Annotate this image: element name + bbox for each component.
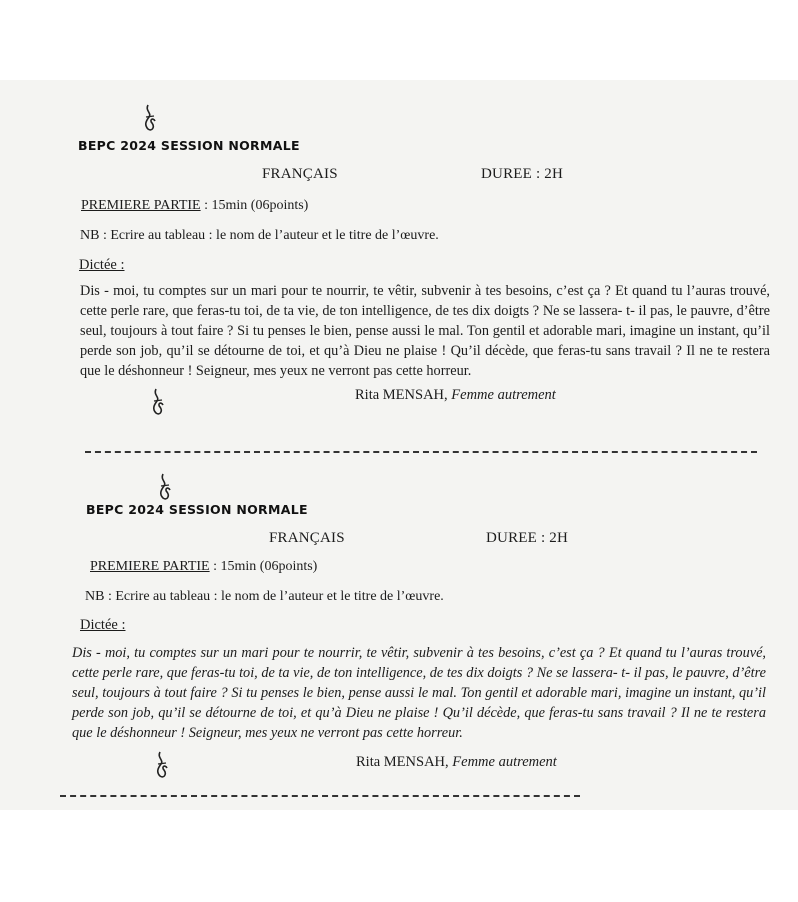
duration-label: DUREE : 2H xyxy=(481,166,563,182)
handwritten-logo-icon xyxy=(140,103,160,133)
author-name: Rita MENSAH, xyxy=(355,387,452,403)
handwritten-logo-icon xyxy=(148,387,168,417)
subject-label: FRANÇAIS xyxy=(269,530,345,546)
part-line xyxy=(90,559,317,575)
part-detail: : 15min (06points) xyxy=(200,198,309,213)
cut-line-1 xyxy=(85,451,757,453)
author-line xyxy=(356,754,557,771)
subject-label: FRANÇAIS xyxy=(262,166,338,182)
part-label: PREMIERE PARTIE xyxy=(81,198,201,213)
exam-copy-1 xyxy=(0,95,798,455)
part-line xyxy=(81,198,308,214)
exam-header-title: BEPC 2024 SESSION NORMALE xyxy=(86,502,308,517)
exam-copy-2 xyxy=(0,460,798,820)
part-detail: : 15min (06points) xyxy=(209,559,318,574)
cut-line-2 xyxy=(60,795,580,797)
work-title: Femme autrement xyxy=(452,754,557,770)
handwritten-logo-icon xyxy=(152,750,172,780)
dictee-text: Dis - moi, tu comptes sur un mari pour te nourrir, te vêtir, subvenir à tes besoins, c’est ça ? Et quand tu l’auras trouvé, cette perle rare, que feras-tu toi, de ta vie, de ton intelligence, de tes dix doigts ? Ne se lassera- t- il pas, le pauvre, d’être seul, toujours à tout faire ? Si tu penses le bien, pense aussi le mal. Ton gentil et adorable mari, imagine un instant, qu’il perde son job, qu’il se détourne de toi, et qu’à Dieu ne plaise ! Qu’il décède, que feras-tu sans travail ? Il ne te restera que le déshonneur ! Seigneur, mes yeux ne verront pas cette horreur. xyxy=(80,283,770,379)
exam-header-title: BEPC 2024 SESSION NORMALE xyxy=(78,138,300,153)
nb-instruction: NB : Ecrire au tableau : le nom de l’auteur et le titre de l’œuvre. xyxy=(80,228,439,243)
author-line xyxy=(355,387,556,404)
dictee-label: Dictée : xyxy=(80,617,126,633)
dictee-label: Dictée : xyxy=(79,257,125,273)
part-label: PREMIERE PARTIE xyxy=(90,559,210,574)
handwritten-logo-icon xyxy=(155,472,175,502)
author-name: Rita MENSAH, xyxy=(356,754,453,770)
nb-instruction: NB : Ecrire au tableau : le nom de l’auteur et le titre de l’œuvre. xyxy=(85,589,444,604)
duration-label: DUREE : 2H xyxy=(486,530,568,546)
work-title: Femme autrement xyxy=(451,387,556,403)
dictee-text: Dis - moi, tu comptes sur un mari pour te nourrir, te vêtir, subvenir à tes besoins, c’est ça ? Et quand tu l’auras trouvé, cette perle rare, que feras-tu toi, de ta vie, de ton intelligence, de tes dix doigts ? Ne se lassera- t- il pas, le pauvre, d’être seul, toujours à tout faire ? Si tu penses le bien, pense aussi le mal. Ton gentil et adorable mari, imagine un instant, qu’il perde son job, qu’il se détourne de toi, et qu’à Dieu ne plaise ! Qu’il décède, que feras-tu sans travail ? Il ne te restera que le déshonneur ! Seigneur, mes yeux ne verront pas cette horreur. xyxy=(72,645,766,741)
